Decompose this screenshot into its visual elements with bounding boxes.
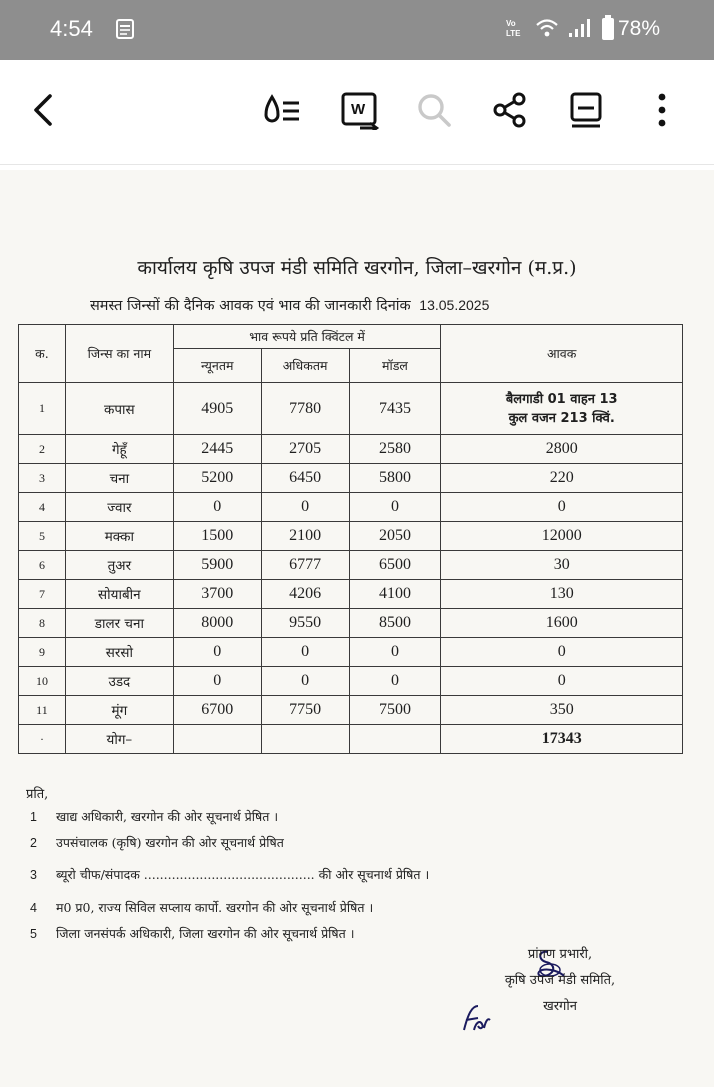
row-model: 6500 [349,551,441,580]
row-model: 7435 [349,383,441,435]
row-min: 2445 [173,435,261,464]
total-sn: · [19,725,66,754]
row-arrival: 30 [441,551,683,580]
row-model: 2050 [349,522,441,551]
row-commodity: सोयाबीन [65,580,173,609]
row-arrival: 0 [441,667,683,696]
row-sn: 6 [19,551,66,580]
row-sn: 5 [19,522,66,551]
row-arrival: 2800 [441,435,683,464]
viewer-toolbar [0,60,714,165]
search-button[interactable] [414,92,454,132]
svg-text:LTE: LTE [506,29,521,38]
item-number: 1 [30,810,37,824]
total-row [19,725,683,754]
news-notification-icon [114,18,136,40]
text-format-button[interactable] [262,92,302,132]
item-number: 2 [30,836,37,850]
row-min: 5200 [173,464,261,493]
more-menu-icon [656,92,668,132]
total-arrival: 17343 [441,725,683,754]
row-model: 8500 [349,609,441,638]
table-row [19,383,683,435]
table-row [19,435,683,464]
row-max: 0 [261,638,349,667]
mandi-rates-table [18,324,683,754]
header-model: मॉडल [349,349,441,383]
row-max: 2705 [261,435,349,464]
row-min: 0 [173,493,261,522]
row-min: 3700 [173,580,261,609]
row-arrival [441,383,683,435]
row-max: 6450 [261,464,349,493]
status-bar [0,0,714,60]
document-title: कार्यालय कृषि उपज मंडी समिति खरगोन, जिला–खरगोन (म.प्र.) [137,257,577,279]
item-text: खाद्य अधिकारी, खरगोन की ओर सूचनार्थ प्रेषित । [56,809,279,824]
item-number: 4 [30,901,37,915]
search-icon [415,91,453,133]
row-commodity: गेहूँ [65,435,173,464]
row-arrival: 350 [441,696,683,725]
reader-mode-button[interactable] [566,92,606,132]
header-sn: क. [19,325,66,383]
header-arrival: आवक [441,325,683,383]
arrival-vehicles: बैलगाडी 01 वाहन 13 [505,391,618,407]
document-subtitle [90,295,489,315]
row-max: 0 [261,493,349,522]
distribution-item [30,808,278,825]
signatory-location: खरगोन [543,999,577,1014]
row-commodity: मूंग [65,696,173,725]
item-text: म0 प्र0, राज्य सिविल सप्लाय कार्पो. खरगोन की ओर सूचनार्थ प्रेषित । [56,900,374,915]
table-row [19,580,683,609]
row-min: 4905 [173,383,261,435]
back-button[interactable] [24,92,64,132]
arrival-weight: कुल वजन 213 क्विं. [508,410,615,426]
row-max: 6777 [261,551,349,580]
distribution-heading: प्रति, [26,787,49,802]
row-model: 4100 [349,580,441,609]
word-export-button[interactable] [340,92,380,132]
total-max-empty [261,725,349,754]
row-sn: 10 [19,667,66,696]
item-number: 3 [30,868,37,882]
row-max: 7750 [261,696,349,725]
row-commodity: तुअर [65,551,173,580]
row-sn: 4 [19,493,66,522]
row-max: 9550 [261,609,349,638]
wifi-icon [535,17,559,43]
row-sn: 7 [19,580,66,609]
row-sn: 8 [19,609,66,638]
row-min: 5900 [173,551,261,580]
document-date: 13.05.2025 [419,297,490,313]
total-min-empty [173,725,261,754]
row-sn: 1 [19,383,66,435]
row-min: 0 [173,667,261,696]
row-model: 7500 [349,696,441,725]
header-rate-group: भाव रूपये प्रति क्विंटल में [173,325,441,349]
table-row [19,551,683,580]
distribution-item [30,899,373,916]
row-arrival: 1600 [441,609,683,638]
row-arrival: 12000 [441,522,683,551]
row-sn: 11 [19,696,66,725]
text-format-icon [262,93,302,131]
row-min: 8000 [173,609,261,638]
row-model: 5800 [349,464,441,493]
row-commodity: डालर चना [65,609,173,638]
table-row [19,464,683,493]
row-sn: 2 [19,435,66,464]
row-min: 0 [173,638,261,667]
item-text: ब्यूरो चीफ/संपादक ........................................... की ओर सूचनार्थ प्रेषित । [56,867,430,882]
signal-icon [567,17,593,43]
total-label: योग– [65,725,173,754]
row-model: 0 [349,667,441,696]
status-time: 4:54 [50,16,93,41]
table-row [19,493,683,522]
item-number: 5 [30,927,37,941]
header-commodity: जिन्स का नाम [65,325,173,383]
signatory-organization: कृषि उपज मंडी समिति, [504,973,616,988]
battery-percentage: 78% [618,17,661,40]
row-commodity: चना [65,464,173,493]
row-max: 4206 [261,580,349,609]
table-row [19,522,683,551]
row-commodity: मक्का [65,522,173,551]
header-min: न्यूनतम [173,349,261,383]
row-sn: 3 [19,464,66,493]
share-button[interactable] [490,92,530,132]
row-model: 0 [349,638,441,667]
table-row [19,638,683,667]
row-commodity: सरसो [65,638,173,667]
signature-block [460,942,660,1020]
row-commodity: कपास [65,383,173,435]
svg-text:W: W [351,101,366,118]
table-row [19,609,683,638]
row-arrival: 0 [441,638,683,667]
row-sn: 9 [19,638,66,667]
row-commodity: ज्वार [65,493,173,522]
row-arrival: 0 [441,493,683,522]
distribution-item [30,925,355,942]
table-row [19,667,683,696]
svg-text:Vo: Vo [506,19,516,28]
row-arrival: 220 [441,464,683,493]
item-text: उपसंचालक (कृषि) खरगोन की ओर सूचनार्थ प्रेषित [56,835,284,850]
row-min: 6700 [173,696,261,725]
row-max: 2100 [261,522,349,551]
row-model: 2580 [349,435,441,464]
battery-icon [601,15,615,45]
header-max: अधिकतम [261,349,349,383]
row-max: 7780 [261,383,349,435]
more-menu-button[interactable] [642,92,682,132]
item-text: जिला जनसंपर्क अधिकारी, जिला खरगोन की ओर सूचनार्थ प्रेषित । [56,926,355,941]
word-export-icon [340,90,380,134]
reader-mode-icon [568,91,604,133]
row-model: 0 [349,493,441,522]
volte-icon [505,17,527,43]
signatory-designation: प्रांगण प्रभारी, [527,947,593,962]
share-icon [492,91,528,133]
table-row [19,696,683,725]
back-arrow-icon [32,93,56,131]
distribution-item [30,866,429,883]
total-model-empty [349,725,441,754]
distribution-item [30,834,284,851]
row-max: 0 [261,667,349,696]
row-commodity: उडद [65,667,173,696]
subtitle-text: समस्त जिन्सों की दैनिक आवक एवं भाव की जानकारी दिनांक [90,298,411,314]
row-min: 1500 [173,522,261,551]
row-arrival: 130 [441,580,683,609]
